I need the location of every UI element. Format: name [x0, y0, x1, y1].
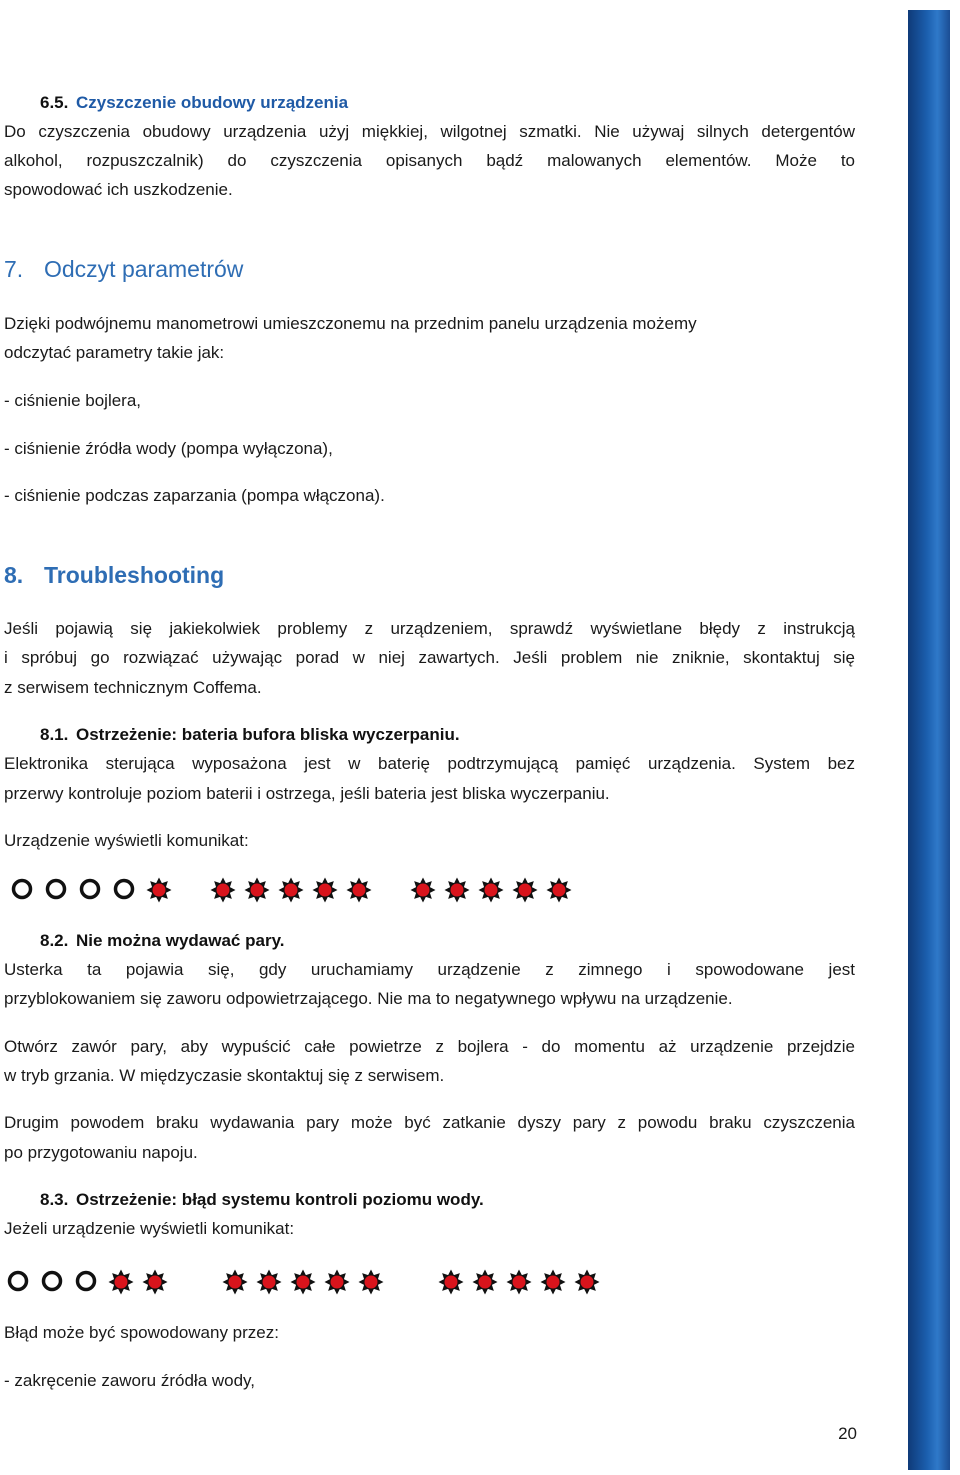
paragraph-line: Elektronika sterująca wyposażona jest w baterię podtrzymującą pamięć urządzenia. System bez — [4, 754, 855, 773]
led-blink-icon — [512, 877, 538, 908]
page-number: 20 — [838, 1424, 857, 1443]
led-blink-icon — [478, 877, 504, 908]
cause-label: Błąd może być spowodowany przez: — [4, 1323, 279, 1342]
led-blink-icon — [312, 877, 338, 908]
paragraph-line: w tryb grzania. W międzyczasie skontaktuj się z serwisem. — [4, 1066, 445, 1085]
led-blink-icon — [410, 877, 436, 908]
led-message-row — [6, 1269, 626, 1295]
led-message-row — [10, 877, 630, 903]
paragraph-line: odczytać parametry takie jak: — [4, 343, 225, 362]
section-title: Ostrzeżenie: błąd systemu kontroli poziomu wody. — [76, 1190, 484, 1209]
paragraph-line: Do czyszczenia obudowy urządzenia użyj miękkiej, wilgotnej szmatki. Nie używaj silnych detergentów — [4, 122, 855, 141]
led-blink-icon — [472, 1269, 498, 1300]
led-blink-icon — [546, 877, 572, 908]
led-blink-icon — [290, 1269, 316, 1300]
led-off-icon — [112, 877, 136, 906]
section-number: 8. — [4, 562, 24, 588]
led-blink-icon — [506, 1269, 532, 1300]
led-blink-icon — [278, 877, 304, 908]
section-number: 7. — [4, 256, 24, 282]
paragraph-line: spowodować ich uszkodzenie. — [4, 180, 233, 199]
paragraph-line: Otwórz zawór pary, aby wypuścić całe powietrze z bojlera - do momentu aż urządzenie przejdzie — [4, 1037, 855, 1056]
paragraph-line: i spróbuj go rozwiązać używając porad w niej zawartych. Jeśli problem nie zniknie, skontaktuj się — [4, 648, 855, 667]
paragraph-line: alkohol, rozpuszczalnik) do czyszczenia opisanych bądź malowanych elementów. Może to — [4, 151, 855, 170]
list-item: - ciśnienie podczas zaparzania (pompa włączona). — [4, 486, 385, 505]
led-off-icon — [6, 1269, 30, 1298]
led-blink-icon — [444, 877, 470, 908]
section-8-1-heading — [40, 725, 460, 745]
section-8-2-heading — [40, 931, 284, 951]
led-blink-icon — [358, 1269, 384, 1300]
led-blink-icon — [146, 877, 172, 908]
paragraph-line: przerwy kontroluje poziom baterii i ostrzega, jeśli bateria jest bliska wyczerpaniu. — [4, 784, 610, 803]
section-number: 8.3. — [40, 1190, 69, 1209]
section-8-3-heading — [40, 1190, 484, 1210]
led-off-icon — [78, 877, 102, 906]
led-blink-icon — [346, 877, 372, 908]
list-item: - ciśnienie bojlera, — [4, 391, 142, 410]
led-blink-icon — [540, 1269, 566, 1300]
section-title: Troubleshooting — [44, 562, 225, 588]
display-label: Jeżeli urządzenie wyświetli komunikat: — [4, 1219, 295, 1238]
led-blink-icon — [222, 1269, 248, 1300]
paragraph-line: Jeśli pojawią się jakiekolwiek problemy z urządzeniem, sprawdź wyświetlane błędy z instrukcją — [4, 619, 855, 638]
led-blink-icon — [324, 1269, 350, 1300]
led-blink-icon — [108, 1269, 134, 1300]
led-off-icon — [44, 877, 68, 906]
section-7-heading — [4, 256, 243, 282]
section-number: 6.5. — [40, 93, 69, 112]
paragraph-line: z serwisem technicznym Coffema. — [4, 678, 262, 697]
led-off-icon — [40, 1269, 64, 1298]
led-off-icon — [10, 877, 34, 906]
led-blink-icon — [244, 877, 270, 908]
display-label: Urządzenie wyświetli komunikat: — [4, 831, 249, 850]
page-side-bar — [908, 10, 950, 1470]
led-blink-icon — [256, 1269, 282, 1300]
section-title: Odczyt parametrów — [44, 256, 244, 282]
paragraph-line: Usterka ta pojawia się, gdy uruchamiamy urządzenie z zimnego i spowodowane jest — [4, 960, 855, 979]
led-off-icon — [74, 1269, 98, 1298]
list-item: - zakręcenie zaworu źródła wody, — [4, 1371, 256, 1390]
paragraph-line: Drugim powodem braku wydawania pary może być zatkanie dyszy pary z powodu braku czyszczenia — [4, 1113, 855, 1132]
section-title: Czyszczenie obudowy urządzenia — [76, 93, 349, 112]
section-number: 8.1. — [40, 725, 69, 744]
led-blink-icon — [142, 1269, 168, 1300]
led-blink-icon — [438, 1269, 464, 1300]
paragraph-line: przyblokowaniem się zaworu odpowietrzającego. Nie ma to negatywnego wpływu na urządzenie. — [4, 989, 733, 1008]
section-8-heading — [4, 562, 224, 588]
section-title: Nie można wydawać pary. — [76, 931, 285, 950]
paragraph-line: po przygotowaniu napoju. — [4, 1143, 198, 1162]
section-title: Ostrzeżenie: bateria bufora bliska wyczerpaniu. — [76, 725, 460, 744]
list-item: - ciśnienie źródła wody (pompa wyłączona), — [4, 439, 333, 458]
paragraph-line: Dzięki podwójnemu manometrowi umieszczonemu na przednim panelu urządzenia możemy — [4, 314, 697, 333]
led-blink-icon — [574, 1269, 600, 1300]
section-6-5-heading — [40, 93, 348, 113]
led-blink-icon — [210, 877, 236, 908]
section-number: 8.2. — [40, 931, 69, 950]
